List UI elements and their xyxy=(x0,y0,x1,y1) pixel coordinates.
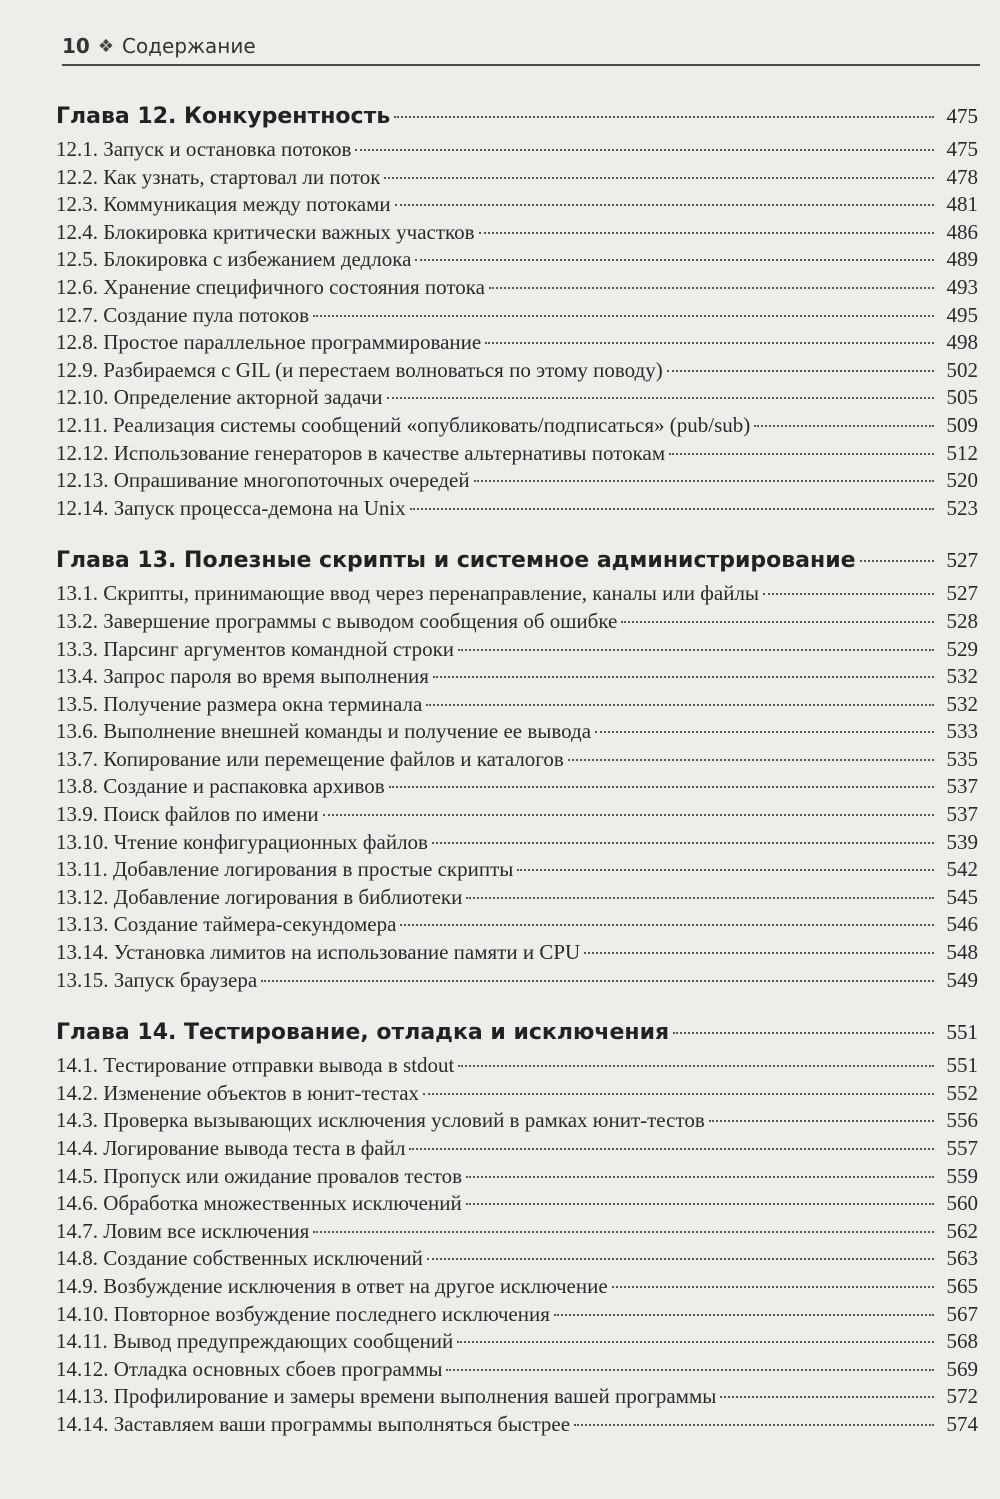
toc-entry xyxy=(56,274,978,302)
toc-entry-title: 12.7. Создание пула потоков xyxy=(56,302,310,327)
toc-entry-page: 489 xyxy=(946,247,978,272)
toc-entry-title: 12.4. Блокировка критически важных участков xyxy=(56,219,475,244)
dot-leader xyxy=(595,731,934,733)
toc-entry xyxy=(56,357,978,385)
dot-leader xyxy=(574,1424,934,1426)
toc-entry-page: 509 xyxy=(946,412,978,437)
dot-leader xyxy=(485,342,934,344)
toc-entry xyxy=(56,773,978,801)
dot-leader xyxy=(667,370,934,372)
toc-entry xyxy=(56,1328,978,1356)
dot-leader xyxy=(313,1231,934,1233)
toc-entry xyxy=(56,829,978,857)
toc-entry-title: 12.13. Опрашивание многопоточных очередей xyxy=(56,468,470,493)
dot-leader xyxy=(673,1032,934,1034)
toc-entry-page: 574 xyxy=(946,1411,978,1436)
dot-leader xyxy=(612,1286,934,1288)
toc-entry-title: 13.15. Запуск браузера xyxy=(56,967,258,992)
chapter-block xyxy=(56,1012,978,1438)
toc-entry-title: 12.6. Хранение специфичного состояния потока xyxy=(56,274,485,299)
toc-entry-title: 14.12. Отладка основных сбоев программы xyxy=(56,1356,443,1381)
toc-entry-page: 539 xyxy=(946,829,978,854)
toc-entry-page: 529 xyxy=(946,636,978,661)
toc-entry-page: 551 xyxy=(946,1053,978,1078)
toc-entry xyxy=(56,939,978,967)
dot-leader xyxy=(466,1176,934,1178)
toc-entry-page: 481 xyxy=(946,192,978,217)
toc-entry-title: 13.3. Парсинг аргументов командной строки xyxy=(56,636,455,661)
toc-entry-title: 13.7. Копирование или перемещение файлов и каталогов xyxy=(56,746,564,771)
toc-entry-title: 14.1. Тестирование отправки вывода в stdout xyxy=(56,1053,455,1078)
toc-entry-page: 535 xyxy=(946,746,978,771)
chapter-block xyxy=(56,96,978,522)
toc-entry xyxy=(56,1383,978,1411)
toc-entry-page: 498 xyxy=(946,330,978,355)
toc-entry-title: 14.7. Ловим все исключения xyxy=(56,1218,310,1243)
chapter-heading xyxy=(56,540,978,580)
toc-entry xyxy=(56,1135,978,1163)
dot-leader xyxy=(433,676,934,678)
toc-entry-page: 502 xyxy=(946,357,978,382)
toc-entry xyxy=(56,718,978,746)
toc-entry xyxy=(56,801,978,829)
page-number: 10 xyxy=(62,34,90,58)
chapter-heading-page: 527 xyxy=(946,548,978,573)
toc-entry-title: 12.12. Использование генераторов в качестве альтернативы потокам xyxy=(56,440,666,465)
toc-entry xyxy=(56,1411,978,1439)
dot-leader xyxy=(568,759,934,761)
dot-leader xyxy=(323,814,934,816)
toc-entry-page: 533 xyxy=(946,719,978,744)
toc-entry xyxy=(56,136,978,164)
toc-entry-title: 12.14. Запуск процесса-демона на Unix xyxy=(56,495,406,520)
toc-entry-title: 12.8. Простое параллельное программирование xyxy=(56,330,482,355)
toc-entry xyxy=(56,440,978,468)
toc-entry-title: 14.6. Обработка множественных исключений xyxy=(56,1191,462,1216)
dot-leader xyxy=(395,204,934,206)
toc-entry-title: 13.5. Получение размера окна терминала xyxy=(56,691,423,716)
toc-entry-page: 545 xyxy=(946,884,978,909)
toc-entry xyxy=(56,608,978,636)
toc-entry-page: 556 xyxy=(946,1108,978,1133)
dot-leader xyxy=(621,621,934,623)
toc-entry-title: 12.1. Запуск и остановка потоков xyxy=(56,137,352,161)
toc-entry xyxy=(56,1190,978,1218)
toc-entry xyxy=(56,1301,978,1329)
dot-leader xyxy=(458,649,934,651)
dot-leader xyxy=(394,116,934,118)
toc-entry xyxy=(56,1273,978,1301)
toc-entry xyxy=(56,967,978,995)
toc-entry-title: 14.13. Профилирование и замеры времени выполнения вашей программы xyxy=(56,1384,717,1409)
toc-entry-title: 12.10. Определение акторной задачи xyxy=(56,385,383,410)
toc-entry-title: 12.9. Разбираемся с GIL (и перестаем волноваться по этому поводу) xyxy=(56,357,663,382)
toc-entry-page: 557 xyxy=(946,1136,978,1160)
toc-entry-title: 14.2. Изменение объектов в юнит-тестах xyxy=(56,1080,420,1105)
dot-leader xyxy=(458,1065,934,1067)
dot-leader xyxy=(474,480,934,482)
toc-entry xyxy=(56,302,978,330)
toc-entry-title: 14.5. Пропуск или ожидание провалов тестов xyxy=(56,1163,463,1188)
chapter-heading xyxy=(56,96,978,136)
toc-entry-title: 14.10. Повторное возбуждение последнего исключения xyxy=(56,1301,550,1326)
toc-entry-page: 527 xyxy=(946,581,978,606)
toc-entry xyxy=(56,467,978,495)
toc-entry xyxy=(56,746,978,774)
toc-entry xyxy=(56,1356,978,1384)
toc-entry-page: 537 xyxy=(946,802,978,827)
toc-entry-title: 14.3. Проверка вызывающих исключения условий в рамках юнит-тестов xyxy=(56,1108,705,1133)
toc-entry-page: 478 xyxy=(946,164,978,189)
toc-entry-title: 14.8. Создание собственных исключений xyxy=(56,1246,423,1271)
dot-leader xyxy=(466,1203,934,1205)
dot-leader xyxy=(389,786,934,788)
toc-entry xyxy=(56,164,978,192)
section-title: Содержание xyxy=(121,34,256,58)
dot-leader xyxy=(427,1258,934,1260)
toc-entry xyxy=(56,495,978,523)
toc-entry-title: 13.6. Выполнение внешней команды и получение ее вывода xyxy=(56,719,592,744)
toc-entry-page: 523 xyxy=(946,495,978,520)
dot-leader xyxy=(400,924,934,926)
toc-entry-title: 14.11. Вывод предупреждающих сообщений xyxy=(56,1329,454,1354)
chapter-heading-page: 551 xyxy=(946,1020,978,1045)
toc-entry xyxy=(56,691,978,719)
toc-entry-page: 495 xyxy=(946,302,978,327)
dot-leader xyxy=(466,897,934,899)
toc-entry-page: 572 xyxy=(946,1384,978,1409)
toc-entry-page: 565 xyxy=(946,1273,978,1298)
toc-entry xyxy=(56,663,978,691)
toc-entry xyxy=(56,580,978,608)
toc-entry xyxy=(56,856,978,884)
dot-leader xyxy=(432,842,934,844)
toc-entry-page: 537 xyxy=(946,774,978,799)
chapter-heading xyxy=(56,1012,978,1052)
dot-leader xyxy=(457,1341,934,1343)
dot-leader xyxy=(426,704,934,706)
dot-leader xyxy=(554,1314,934,1316)
toc-entry-page: 552 xyxy=(946,1080,978,1105)
toc-entry-page: 520 xyxy=(946,468,978,493)
dot-leader xyxy=(415,259,934,261)
toc-entry-title: 13.11. Добавление логирования в простые скрипты xyxy=(56,857,514,882)
dot-leader xyxy=(313,315,934,317)
toc-entry-page: 475 xyxy=(946,137,978,161)
dot-leader xyxy=(423,1093,934,1095)
ornament-icon: ❖ xyxy=(97,35,114,57)
chapter-heading-page: 475 xyxy=(946,104,978,128)
chapter-block xyxy=(56,540,978,994)
dot-leader xyxy=(517,869,934,871)
toc-entry-title: 13.1. Скрипты, принимающие ввод через перенаправление, каналы или файлы xyxy=(56,581,760,606)
dot-leader xyxy=(479,232,934,234)
dot-leader xyxy=(355,149,934,151)
toc-entry-title: 13.10. Чтение конфигурационных файлов xyxy=(56,829,428,854)
toc-entry-page: 505 xyxy=(946,385,978,410)
dot-leader xyxy=(763,593,934,595)
table-of-contents xyxy=(56,96,978,1457)
toc-entry xyxy=(56,1052,978,1080)
toc-entry-title: 14.4. Логирование вывода теста в файл xyxy=(56,1136,406,1160)
dot-leader xyxy=(261,980,934,982)
toc-entry-title: 13.14. Установка лимитов на использование памяти и CPU xyxy=(56,940,581,965)
dot-leader xyxy=(409,1148,934,1150)
dot-leader xyxy=(754,425,934,427)
toc-entry-page: 562 xyxy=(946,1218,978,1243)
toc-entry-page: 542 xyxy=(946,857,978,882)
toc-entry-title: 13.8. Создание и распаковка архивов xyxy=(56,774,385,799)
chapter-heading-title: Глава 14. Тестирование, отладка и исключения xyxy=(56,1020,670,1046)
toc-entry xyxy=(56,911,978,939)
toc-entry-title: 13.13. Создание таймера-секундомера xyxy=(56,912,397,937)
dot-leader xyxy=(709,1120,934,1122)
toc-entry-page: 563 xyxy=(946,1246,978,1271)
toc-entry xyxy=(56,1245,978,1273)
chapter-heading-title: Глава 13. Полезные скрипты и системное администрирование xyxy=(56,548,856,574)
toc-entry xyxy=(56,329,978,357)
toc-entry xyxy=(56,412,978,440)
toc-entry-page: 528 xyxy=(946,608,978,633)
dot-leader xyxy=(387,397,934,399)
toc-entry-page: 549 xyxy=(946,967,978,992)
toc-entry-page: 546 xyxy=(946,912,978,937)
toc-entry-title: 13.4. Запрос пароля во время выполнения xyxy=(56,664,429,689)
toc-entry xyxy=(56,1107,978,1135)
toc-entry-page: 569 xyxy=(946,1356,978,1381)
toc-entry-title: 14.9. Возбуждение исключения в ответ на другое исключение xyxy=(56,1273,608,1298)
toc-entry xyxy=(56,1080,978,1108)
dot-leader xyxy=(446,1369,934,1371)
dot-leader xyxy=(669,453,934,455)
chapter-heading-title: Глава 12. Конкурентность xyxy=(56,104,391,129)
toc-entry-page: 486 xyxy=(946,219,978,244)
toc-entry xyxy=(56,884,978,912)
toc-entry xyxy=(56,384,978,412)
toc-entry-title: 12.2. Как узнать, стартовал ли поток xyxy=(56,164,381,189)
toc-entry-title: 13.12. Добавление логирования в библиотеки xyxy=(56,884,463,909)
toc-entry-page: 567 xyxy=(946,1301,978,1326)
dot-leader xyxy=(384,177,934,179)
toc-entry xyxy=(56,191,978,219)
dot-leader xyxy=(720,1396,934,1398)
toc-entry xyxy=(56,636,978,664)
toc-entry-page: 532 xyxy=(946,691,978,716)
toc-entry-title: 12.11. Реализация системы сообщений «опубликовать/подписаться» (pub/sub) xyxy=(56,412,751,437)
toc-entry-page: 548 xyxy=(946,940,978,965)
dot-leader xyxy=(860,560,934,562)
running-head xyxy=(62,28,980,66)
toc-entry-page: 493 xyxy=(946,274,978,299)
toc-entry-page: 560 xyxy=(946,1191,978,1216)
dot-leader xyxy=(489,287,934,289)
toc-entry-page: 532 xyxy=(946,664,978,689)
toc-entry-title: 13.9. Поиск файлов по имени xyxy=(56,802,319,827)
toc-entry xyxy=(56,1218,978,1246)
toc-entry-title: 13.2. Завершение программы с выводом сообщения об ошибке xyxy=(56,608,618,633)
toc-entry-title: 12.3. Коммуникация между потоками xyxy=(56,192,391,217)
toc-entry-page: 559 xyxy=(946,1163,978,1188)
toc-entry-page: 512 xyxy=(946,440,978,465)
toc-entry xyxy=(56,246,978,274)
dot-leader xyxy=(410,508,934,510)
toc-entry xyxy=(56,219,978,247)
toc-entry-page: 568 xyxy=(946,1329,978,1354)
dot-leader xyxy=(584,952,934,954)
toc-entry-title: 12.5. Блокировка с избежанием дедлока xyxy=(56,247,412,272)
toc-entry-title: 14.14. Заставляем ваши программы выполняться быстрее xyxy=(56,1411,571,1436)
toc-entry xyxy=(56,1163,978,1191)
